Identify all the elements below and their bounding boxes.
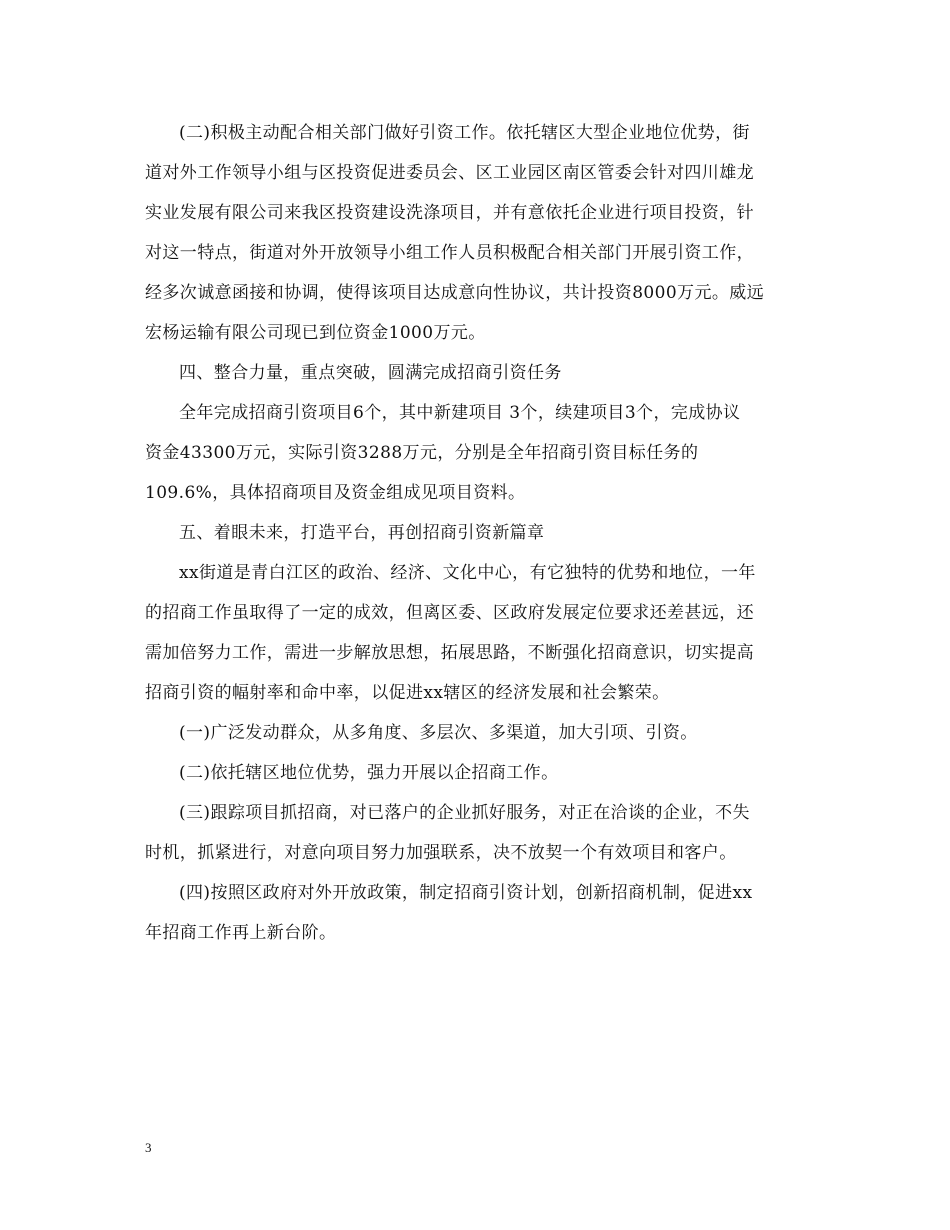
text-line: 资金43300万元，实际引资3288万元，分别是全年招商引资目标任务的	[145, 443, 699, 463]
text-line: 全年完成招商引资项目6个，其中新建项目 3个，续建项目3个，完成协议	[179, 403, 741, 423]
section-heading: 四、整合力量，重点突破，圆满完成招商引资任务	[179, 363, 562, 383]
text-line: 的招商工作虽取得了一定的成效，但离区委、区政府发展定位要求还差甚远，还	[145, 603, 754, 623]
list-item: (三)跟踪项目抓招商，对已落户的企业抓好服务，对正在洽谈的企业，不失	[179, 803, 750, 823]
text-line: 实业发展有限公司来我区投资建设洗涤项目，并有意依托企业进行项目投资，针	[145, 203, 754, 223]
document-body	[145, 113, 810, 953]
list-item: (一)广泛发动群众，从多角度、多层次、多渠道，加大引项、引资。	[179, 723, 698, 743]
section-heading: 五、着眼未来，打造平台，再创招商引资新篇章	[179, 523, 545, 543]
text-line: 道对外工作领导小组与区投资促进委员会、区工业园区南区管委会针对四川雄龙	[145, 163, 754, 183]
text-line: (二)积极主动配合相关部门做好引资工作。依托辖区大型企业地位优势，街	[179, 123, 750, 143]
page-number: 3	[145, 1140, 152, 1155]
text-line: xx街道是青白江区的政治、经济、文化中心，有它独特的优势和地位，一年	[179, 563, 756, 583]
text-line: 对这一特点，街道对外开放领导小组工作人员积极配合相关部门开展引资工作，	[145, 243, 754, 263]
text-line: 招商引资的幅射率和命中率，以促进xx辖区的经济发展和社会繁荣。	[145, 683, 670, 703]
list-item: (二)依托辖区地位优势，强力开展以企招商工作。	[179, 763, 559, 783]
text-line: 109.6%，具体招商项目及资金组成见项目资料。	[145, 483, 526, 503]
text-line: 需加倍努力工作，需进一步解放思想，拓展思路，不断强化招商意识，切实提高	[145, 643, 754, 663]
text-line: 宏杨运输有限公司现已到位资金1000万元。	[145, 323, 486, 343]
text-line: 时机，抓紧进行，对意向项目努力加强联系，决不放契一个有效项目和客户。	[145, 843, 737, 863]
text-line: 经多次诚意函接和协调，使得该项目达成意向性协议，共计投资8000万元。威远	[145, 283, 765, 303]
text-line: 年招商工作再上新台阶。	[145, 923, 337, 943]
list-item: (四)按照区政府对外开放政策，制定招商引资计划，创新招商机制，促进xx	[179, 883, 753, 903]
